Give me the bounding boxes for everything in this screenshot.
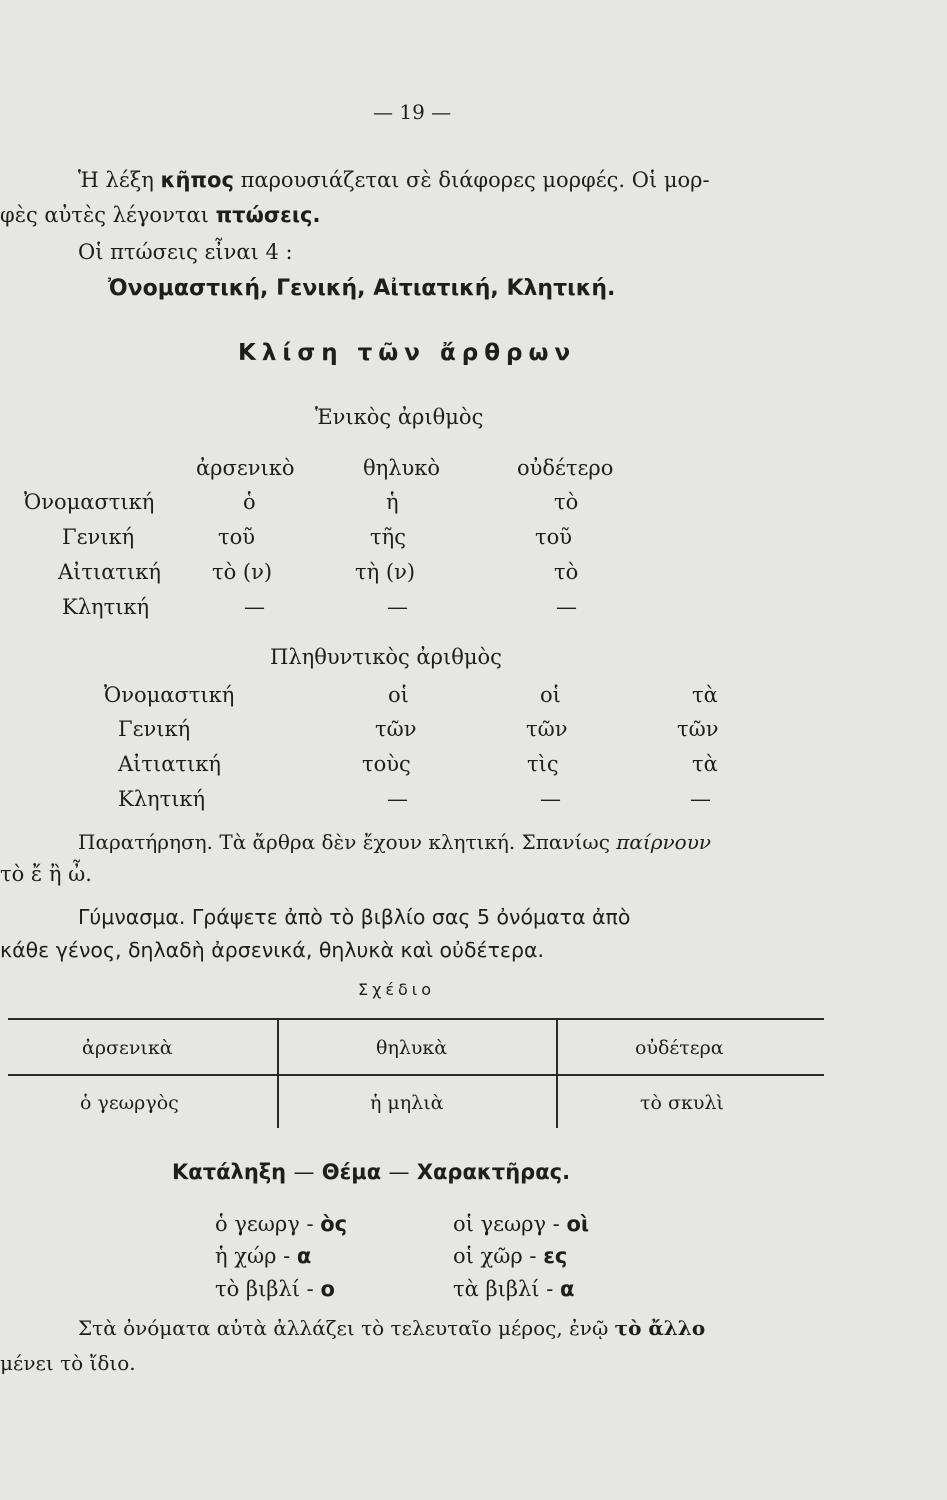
sg-nom-f: ἡ: [386, 490, 399, 514]
sg-nom-n: τὸ: [554, 490, 579, 514]
closing-line-2: μένει τὸ ἴδιο.: [0, 1351, 136, 1375]
ending-row-2-right-end: ες: [543, 1244, 568, 1268]
schema-title: Σχέδιο: [358, 980, 435, 999]
sg-nom-m: ὁ: [243, 490, 256, 514]
pl-acc-f: τὶς: [527, 752, 559, 776]
singular-heading: Ἑνικὸς ἀριθμὸς: [315, 405, 484, 429]
sg-gen-f: τῆς: [370, 525, 406, 549]
endings-heading-b: Θέμα: [321, 1160, 382, 1184]
schema-cell-neuter: τὸ σκυλὶ: [640, 1092, 724, 1114]
sg-gen-n: τοῦ: [535, 525, 573, 549]
ending-row-3-left: [215, 1277, 335, 1301]
exercise-line-2: κάθε γένος, δηλαδὴ ἀρσενικά, θηλυκὰ καὶ οὐδέτερα.: [0, 938, 545, 962]
pl-nom-f: οἱ: [540, 683, 561, 707]
pl-nom-m: οἱ: [388, 683, 409, 707]
sg-case-vocative: Κλητική: [62, 595, 150, 619]
intro-line-3: Οἱ πτώσεις εἶναι 4 :: [78, 240, 293, 264]
note-line-1-pre: Παρατήρηση. Τὰ ἄρθρα δὲν ἔχουν κλητική. Σπανίως: [78, 830, 610, 854]
ending-row-3-right-stem: τὰ βιβλί -: [453, 1277, 554, 1301]
pl-case-nominative: Ὀνομαστική: [104, 683, 235, 707]
sg-voc-m: —: [244, 595, 265, 619]
exercise-line-1: Γύμνασμα. Γράψετε ἀπὸ τὸ βιβλίο σας 5 ὀνόματα ἀπὸ: [78, 905, 631, 929]
pl-gen-n: τῶν: [677, 717, 719, 741]
term-ptoseis: πτώσεις.: [215, 203, 321, 227]
schema-divider-2: [556, 1020, 558, 1128]
gender-masculine: ἀρσενικὸ: [196, 456, 295, 480]
schema-cell-masculine: ὁ γεωργὸς: [80, 1092, 179, 1114]
ending-row-1-left-end: ὸς: [320, 1212, 348, 1236]
ending-row-1-right-stem: οἱ γεωργ -: [453, 1212, 560, 1236]
intro-line-2-pre: φὲς αὐτὲς λέγονται: [0, 203, 209, 227]
sg-gen-m: τοῦ: [218, 525, 256, 549]
intro-line-1-post: παρουσιάζεται σὲ διάφορες μορφές. Οἱ μορ-: [240, 168, 710, 192]
article-declension-title: Κλίση τῶν ἄρθρων: [238, 340, 577, 366]
pl-gen-f: τῶν: [526, 717, 568, 741]
closing-line-1-pre: Στὰ ὀνόματα αὐτὰ ἀλλάζει τὸ τελευταῖο μέρος, ἐνῷ: [78, 1316, 609, 1340]
intro-line-2: [0, 203, 320, 227]
ending-row-3-right: [453, 1277, 574, 1301]
page-number: — 19 —: [373, 100, 452, 124]
sg-case-accusative: Αἰτιατική: [58, 560, 161, 584]
ending-row-3-left-stem: τὸ βιβλί -: [215, 1277, 314, 1301]
intro-line-1-pre: Ἡ λέξη: [78, 168, 154, 192]
gender-feminine: θηλυκὸ: [363, 456, 441, 480]
pl-voc-f: —: [540, 787, 561, 811]
ending-row-3-right-end: α: [560, 1277, 575, 1301]
ending-row-1-left: [215, 1212, 347, 1236]
gender-neuter: οὐδέτερο: [517, 456, 614, 480]
ending-row-1-left-stem: ὁ γεωργ -: [215, 1212, 314, 1236]
pl-voc-m: —: [387, 787, 408, 811]
schema-cell-feminine: ἡ μηλιὰ: [370, 1092, 444, 1114]
pl-case-genitive: Γενική: [118, 717, 191, 741]
ending-row-1-right: [453, 1212, 589, 1236]
closing-line-1-bold: τὸ ἄλλο: [614, 1316, 706, 1340]
note-italic-word: παίρνουν: [616, 830, 712, 854]
schema-divider-1: [277, 1020, 279, 1128]
endings-heading-a: Κατάληξη: [172, 1160, 287, 1184]
sg-voc-f: —: [387, 595, 408, 619]
pl-acc-n: τὰ: [692, 752, 718, 776]
sg-voc-n: —: [556, 595, 577, 619]
note-line-2: τὸ ἔ ἢ ὦ.: [0, 862, 92, 886]
schema-header-neuter: οὐδέτερα: [635, 1037, 724, 1059]
schema-header-feminine: θηλυκὰ: [376, 1037, 448, 1059]
intro-line-1: [78, 168, 710, 192]
sg-acc-m: τὸ (ν): [212, 560, 273, 584]
sg-acc-f: τὴ (ν): [355, 560, 416, 584]
endings-dash-1: —: [293, 1160, 315, 1184]
cases-list: Ὀνομαστική, Γενική, Αἰτιατική, Κλητική.: [108, 276, 616, 301]
schema-mid-rule: [8, 1074, 824, 1076]
sg-acc-n: τὸ: [554, 560, 579, 584]
plural-heading: Πληθυντικὸς ἀριθμὸς: [270, 645, 502, 669]
pl-nom-n: τὰ: [692, 683, 718, 707]
note-line-1: [78, 830, 711, 854]
pl-gen-m: τῶν: [375, 717, 417, 741]
endings-heading: [172, 1160, 570, 1184]
pl-case-accusative: Αἰτιατική: [118, 752, 221, 776]
ending-row-2-left-end: α: [296, 1244, 312, 1268]
sg-case-genitive: Γενική: [62, 525, 135, 549]
ending-row-2-left-stem: ἡ χώρ -: [215, 1244, 291, 1268]
sg-case-nominative: Ὀνομαστική: [24, 490, 155, 514]
ending-row-2-right: [453, 1244, 567, 1268]
ending-row-3-left-end: ο: [320, 1277, 335, 1301]
endings-heading-c: Χαρακτῆρας.: [416, 1160, 571, 1184]
closing-line-1: [78, 1316, 705, 1340]
pl-case-vocative: Κλητική: [118, 787, 206, 811]
schema-top-rule: [8, 1018, 824, 1020]
schema-header-masculine: ἀρσενικὰ: [82, 1037, 173, 1059]
ending-row-2-left: [215, 1244, 311, 1268]
pl-voc-n: —: [690, 787, 711, 811]
ending-row-2-right-stem: οἱ χῶρ -: [453, 1244, 537, 1268]
endings-dash-2: —: [388, 1160, 410, 1184]
pl-acc-m: τοὺς: [362, 752, 411, 776]
ending-row-1-right-end: οὶ: [566, 1212, 590, 1236]
term-kipos: κῆπος: [160, 168, 234, 192]
